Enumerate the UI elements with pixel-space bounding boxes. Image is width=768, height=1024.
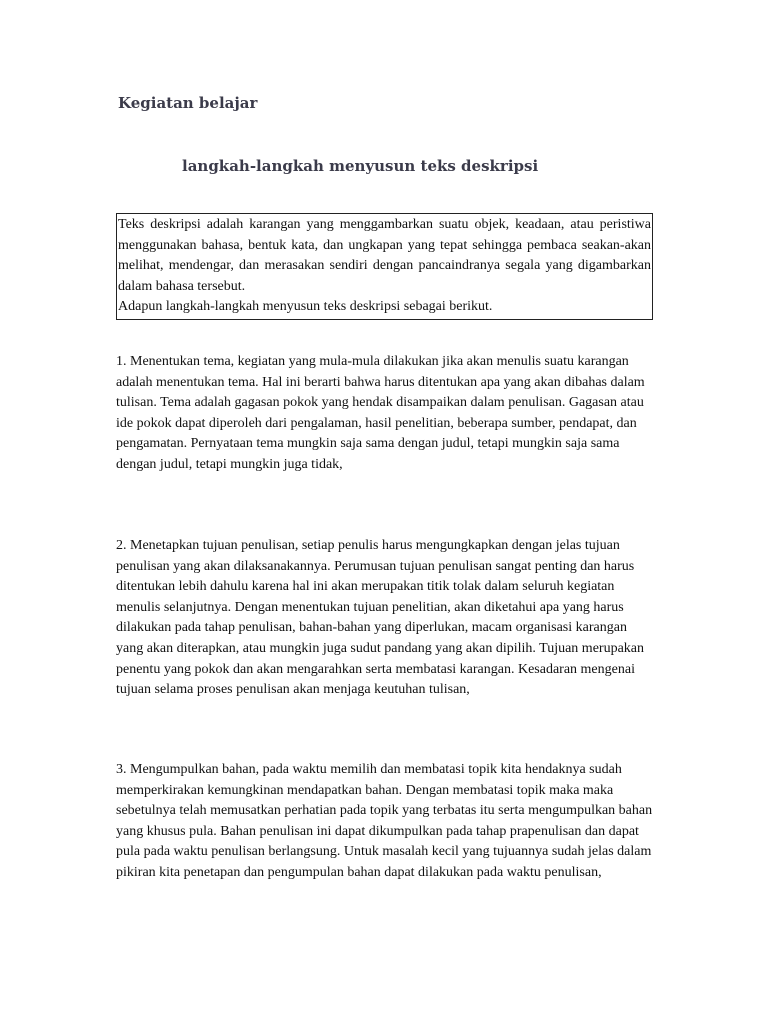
intro-lead-in: Adapun langkah-langkah menyusun teks deskripsi sebagai berikut. — [118, 299, 493, 314]
step-paragraph-3: 3. Mengumpulkan bahan, pada waktu memilih dan membatasi topik kita hendaknya sudah memperkirakan kemungkinan mendapatkan bahan. Dengan membatasi topik maka maka sebetulnya telah memusatkan perhatian pada topik yang terbatas itu serta mengumpulkan bahan yang khusus pula. Bahan penulisan ini dapat dikumpulkan pada tahap prapenulisan dan dapat pula pada waktu penulisan berlangsung. Untuk masalah kecil yang tujuannya sudah jelas dalam pikiran kita penetapan dan pengumpulan bahan dapat dilakukan pada waktu penulisan, — [116, 762, 653, 880]
step-paragraph-1: 1. Menentukan tema, kegiatan yang mula-mula dilakukan jika akan menulis suatu karangan adalah menentukan tema. Hal ini berarti bahwa harus ditentukan apa yang akan dibahas dalam tulisan. Tema adalah gagasan pokok yang hendak disampaikan dalam penulisan. Gagasan atau ide pokok dapat diperoleh dari pengalaman, hasil penelitian, beberapa sumber, pendapat, dan pengamatan. Pernyataan tema mungkin saja sama dengan judul, tetapi mungkin saja sama dengan judul, tetapi mungkin juga tidak, — [116, 354, 645, 472]
document-subtitle: langkah-langkah menyusun teks deskripsi — [182, 157, 539, 175]
intro-box — [116, 213, 653, 320]
intro-definition: Teks deskripsi adalah karangan yang menggambarkan suatu objek, keadaan, atau peristiwa menggunakan bahasa, bentuk kata, dan ungkapan yang tepat sehingga pembaca seakan-akan melihat, mendengar, dan merasakan sendiri dengan pancaindranya segala yang digambarkan dalam bahasa tersebut. — [118, 217, 651, 294]
step-paragraph-2: 2. Menetapkan tujuan penulisan, setiap penulis harus mengungkapkan dengan jelas tujuan penulisan yang akan dilaksanakannya. Perumusan tujuan penulisan sangat penting dan harus ditentukan lebih dahulu karena hal ini akan merupakan titik tolak dalam seluruh kegiatan menulis selanjutnya. Dengan menentukan tujuan penelitian, akan diketahui apa yang harus dilakukan pada tahap penulisan, bahan-bahan yang diperlukan, macam organisasi karangan yang akan diterapkan, atau mungkin juga sudut pandang yang akan dipilih. Tujuan merupakan penentu yang pokok dan akan mengarahkan serta membatasi karangan. Kesadaran mengenai tujuan selama proses penulisan akan menjaga keutuhan tulisan, — [116, 538, 644, 698]
document-title: Kegiatan belajar — [118, 94, 258, 112]
